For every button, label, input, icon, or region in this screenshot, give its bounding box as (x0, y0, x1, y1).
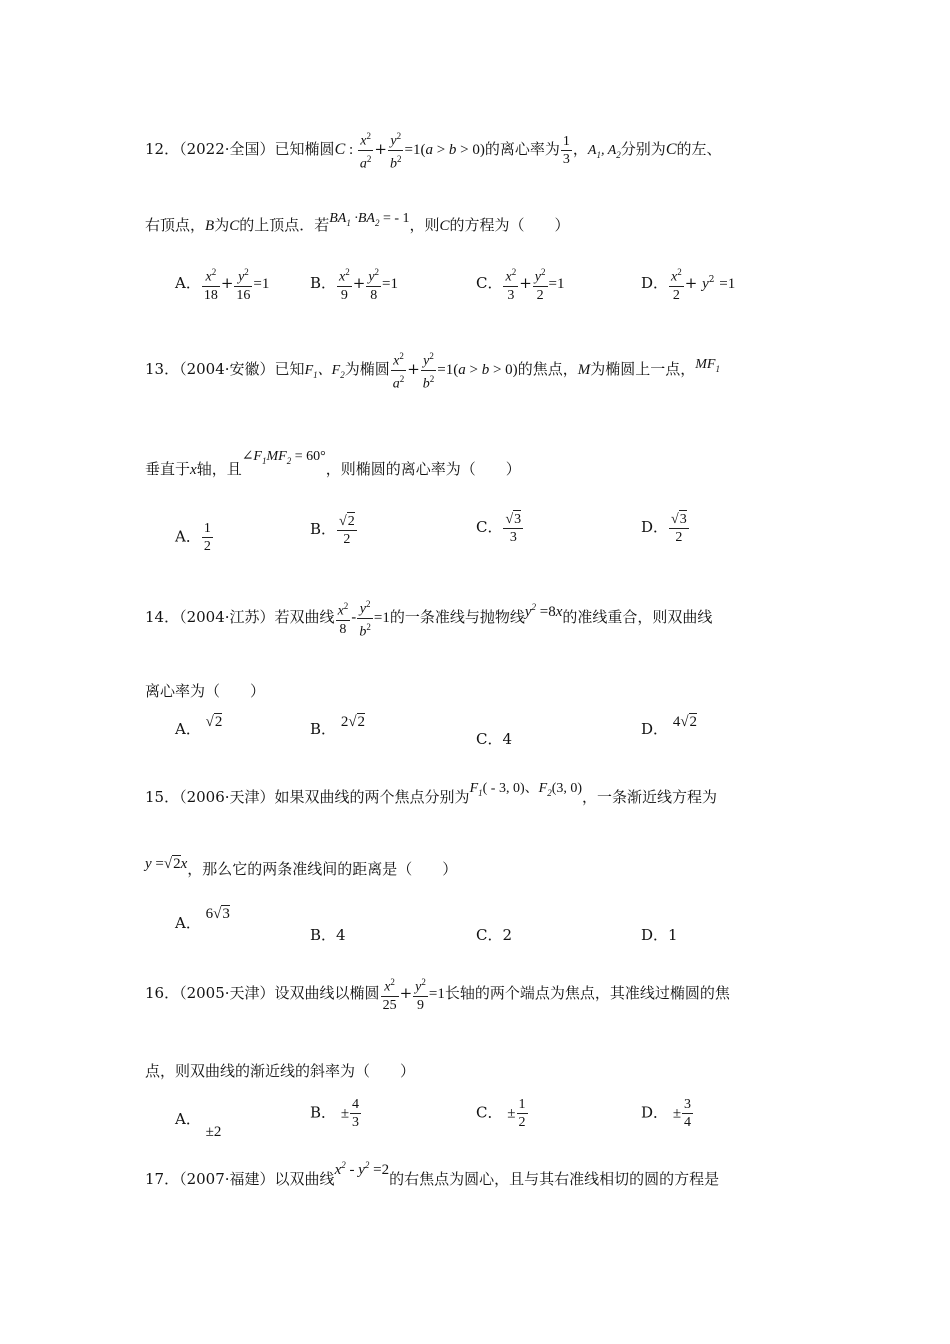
option-d[interactable]: D． $\frac{√3}{2}$ (641, 512, 687, 545)
foci-label: $F_1$、$F_2$ (304, 363, 345, 380)
problem-16-line-1: 16．（2005·天津）设双曲线以椭圆 $\frac{x^2}{25}$ + $\frac{y^2}{9}$ =1长轴的两个端点为焦点，其准线过椭圆的焦 (145, 974, 730, 1014)
option-a[interactable]: A． √2 (175, 714, 223, 738)
option-d[interactable]: D． 4√2 (641, 714, 698, 738)
problem-12-line-1: 12．（2022·全国）已知椭圆C : $\frac{x^2}{a^2}$ + $\frac{y^2}{b^2}$ =1(a > b > 0)的离心率为 $\frac{1}{3}$ ，$A_1$, $A_2$分别为C的左、 (145, 128, 722, 172)
problem-source: （2004·江苏） (179, 608, 275, 627)
option-a[interactable]: A． ±2 (175, 1110, 222, 1140)
problem-number: 15． (145, 788, 180, 806)
option-b[interactable]: B． 2√2 (310, 714, 366, 738)
option-b[interactable]: B．4 (310, 926, 346, 944)
parabola-equation: $y^2 =8x$ (524, 602, 563, 621)
problem-source: （2006·天津） (179, 788, 275, 806)
problem-17-line-1: 17．（2007·福建）以双曲线$x^2 - y^2 =2$的右焦点为圆心，且与其右准线相切的圆的方程是 (145, 1160, 720, 1188)
option-b[interactable]: B． $\frac{x^2}{9}$ + $\frac{y^2}{8}$ =1 (310, 264, 398, 304)
option-a[interactable]: A． $\frac{1}{2}$ (175, 521, 211, 554)
problem-14-line-2: 离心率为（ ） (145, 682, 266, 700)
problem-12-line-2: 右顶点，B为C的上顶点．若$BA_1 \cdot BA_2$ = - 1，则C的方程为（ ） (145, 211, 570, 234)
problem-16-line-2: 点，则双曲线的渐近线的斜率为（ ） (145, 1062, 416, 1080)
problem-14-line-1: 14．（2004·江苏）若双曲线 $\frac{x^2}{8}$ - $\frac{y^2}{b^2}$ =1的一条准线与抛物线$y^2 =8x$的准线重合，则双曲线 (145, 596, 712, 640)
problem-13-line-2: 垂直于x轴，且$\angle F_1MF_2 = 60^\circ$，则椭圆的离心率为（ ） (145, 449, 521, 478)
problem-number: 12． (145, 140, 180, 159)
vertices-label: $A_1$, $A_2$ (587, 143, 621, 160)
problem-source: （2005·天津） (179, 983, 275, 1002)
problem-number: 16． (145, 983, 180, 1002)
option-a[interactable]: A． 6√3 (175, 906, 230, 932)
dot-product-condition: $BA_1 \cdot BA_2$ = - 1 (329, 211, 410, 228)
problem-source: （2022·全国） (179, 140, 275, 159)
problem-number: 13． (145, 360, 180, 379)
problem-13-line-1: 13．（2004·安徽）已知$F_1$、$F_2$为椭圆 $\frac{x^2}{a^2}$ + $\frac{y^2}{b^2}$ =1(a > b > 0)的焦点，M为椭圆上一点，$MF_1$ (145, 348, 720, 392)
foci-coordinates: $F_1( - 3$, 0)、$F_2(3$, 0) (469, 781, 583, 798)
problem-source: （2007·福建） (179, 1170, 275, 1188)
option-c[interactable]: C．2 (476, 926, 513, 944)
option-b[interactable]: B． $\frac{√2}{2}$ (310, 514, 355, 547)
option-d[interactable]: D． $\frac{x^2}{2}$ + $y^2 =1$ (641, 264, 735, 304)
option-a[interactable]: A． $\frac{x^2}{18}$ + $\frac{y^2}{16}$ =1 (175, 264, 269, 304)
ellipse-equation: C (334, 141, 346, 159)
problem-15-line-1: 15．（2006·天津）如果双曲线的两个焦点分别为$F_1( - 3$, 0)、$F_2(3$, 0)，一条渐近线方程为 (145, 781, 718, 806)
problem-number: 14． (145, 608, 180, 627)
angle-condition: $\angle F_1MF_2 = 60^\circ$ (241, 449, 326, 466)
problem-15-line-2: y =√2x，那么它的两条准线间的距离是（ ） (145, 856, 458, 878)
option-b[interactable]: B． ± $\frac{4}{3}$ (310, 1097, 360, 1130)
option-d[interactable]: D．1 (641, 926, 678, 944)
option-d[interactable]: D． ± $\frac{3}{4}$ (641, 1097, 692, 1130)
option-c[interactable]: C． $\frac{√3}{3}$ (476, 512, 522, 545)
eccentricity-fraction: $\frac{1}{3}$ (562, 133, 570, 167)
problem-source: （2004·安徽） (179, 360, 275, 379)
asymptote-equation: y =√2x (145, 856, 188, 872)
option-c[interactable]: C． $\frac{x^2}{3}$ + $\frac{y^2}{2}$ =1 (476, 264, 564, 304)
hyperbola-equation: $x^2 - y^2 =2$ (334, 1160, 390, 1178)
option-c[interactable]: C． ± $\frac{1}{2}$ (476, 1097, 526, 1130)
option-c[interactable]: C．4 (476, 730, 513, 748)
problem-number: 17． (145, 1170, 180, 1188)
